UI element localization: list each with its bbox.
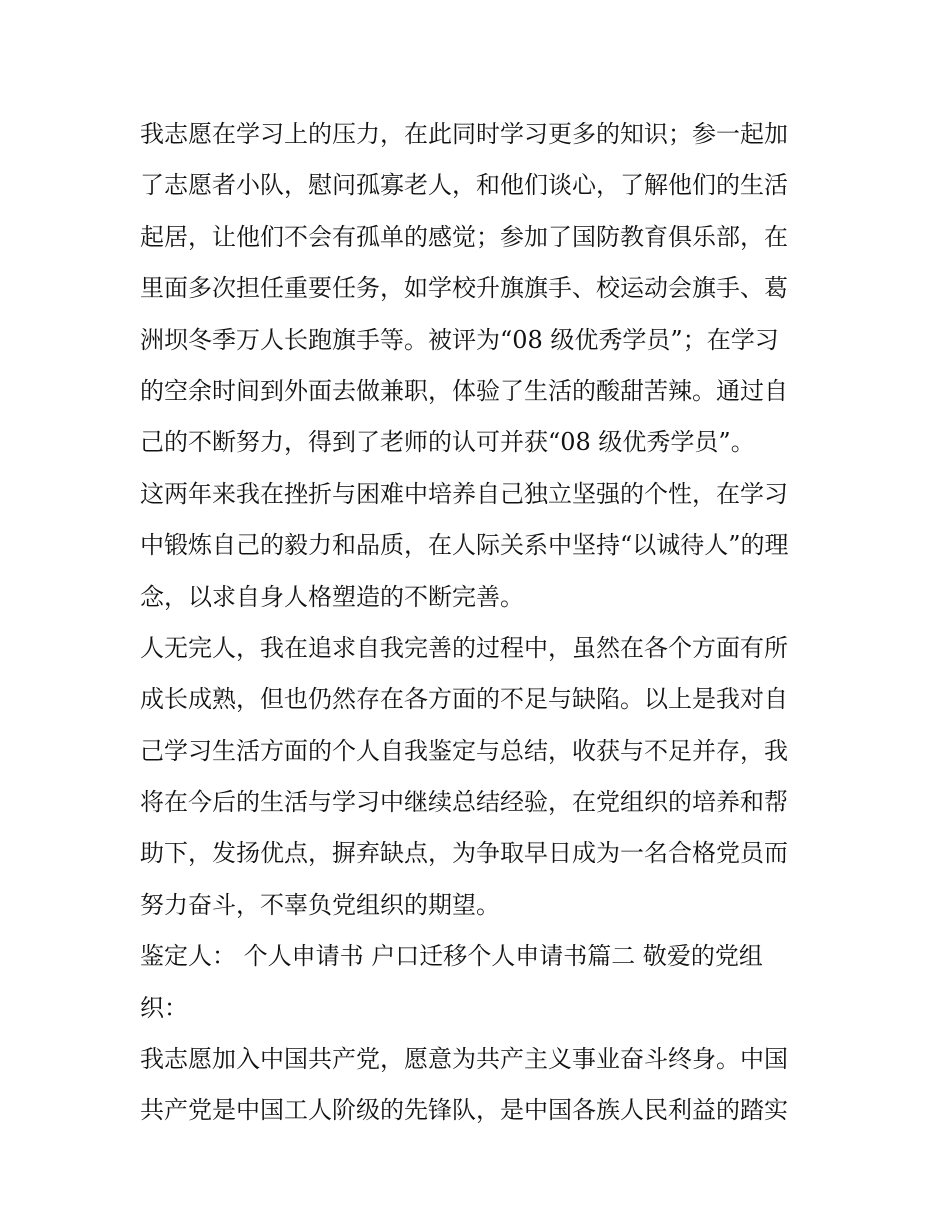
text-line: 了志愿者小队，慰问孤寡老人，和他们谈心，了解他们的生活 <box>140 171 788 200</box>
text-line: 念，以求自身人格塑造的不断完善。 <box>140 582 524 611</box>
text-line: 将在今后的生活与学习中继续总结经验，在党组织的培养和帮 <box>140 788 788 817</box>
text-line: 鉴定人： 个人申请书 户口迁移个人申请书篇二 敬爱的党组 <box>140 942 763 971</box>
text-line: 我志愿在学习上的压力，在此同时学习更多的知识；参一起加 <box>140 120 788 148</box>
text-line: 共产党是中国工人阶级的先锋队，是中国各族人民利益的踏实 <box>140 1096 788 1125</box>
text-line: 这两年来我在挫折与困难中培养自己独立坚强的个性，在学习 <box>140 479 788 508</box>
text-line: 织： <box>140 993 188 1022</box>
text-line: 成长成熟，但也仍然存在各方面的不足与缺陷。以上是我对自 <box>140 685 788 714</box>
text-line: 己学习生活方面的个人自我鉴定与总结，收获与不足并存，我 <box>140 736 788 765</box>
text-line: 起居，让他们不会有孤单的感觉；参加了国防教育俱乐部，在 <box>140 222 788 251</box>
document-body <box>140 109 830 1137</box>
text-line: 洲坝冬季万人长跑旗手等。被评为“08 级优秀学员”；在学习 <box>140 325 779 354</box>
text-line: 己的不断努力，得到了老师的认可并获“08 级优秀学员”。 <box>140 428 755 457</box>
text-line: 我志愿加入中国共产党，愿意为共产主义事业奋斗终身。中国 <box>140 1045 788 1074</box>
text-line: 中锻炼自己的毅力和品质，在人际关系中坚持“以诚待人”的理 <box>140 531 789 560</box>
text-line: 的空余时间到外面去做兼职，体验了生活的酸甜苦辣。通过自 <box>140 376 788 405</box>
text-line: 人无完人，我在追求自我完善的过程中，虽然在各个方面有所 <box>140 633 788 662</box>
text-line: 助下，发扬优点，摒弃缺点，为争取早日成为一名合格党员而 <box>140 839 788 868</box>
text-line: 里面多次担任重要任务，如学校升旗旗手、校运动会旗手、葛 <box>140 274 788 303</box>
text-line: 努力奋斗，不辜负党组织的期望。 <box>140 890 500 919</box>
